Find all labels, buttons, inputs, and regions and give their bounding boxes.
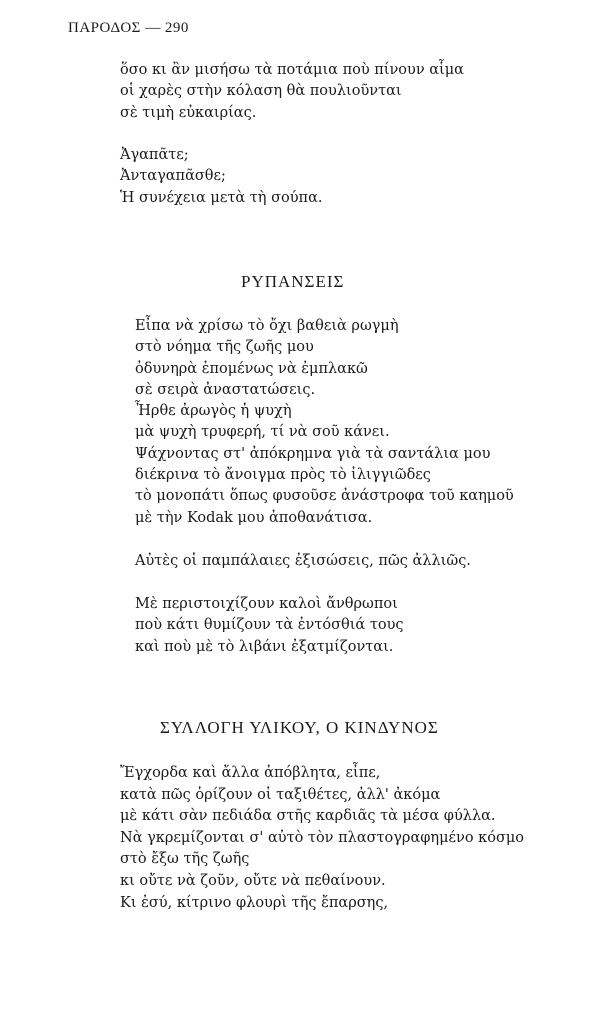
verse-line: τὸ μονοπάτι ὅπως φυσοῦσε ἀνάστροφα τοῦ καημοῦ: [135, 488, 514, 505]
verse-line: καὶ ποὺ μὲ τὸ λιβάνι ἐξατμίζονται.: [135, 638, 394, 655]
verse-line: Εἶπα νὰ χρίσω τὸ ὄχι βαθειὰ ρωγμὴ: [135, 318, 399, 334]
verse-line: μὲ κάτι σὰν πεδιάδα στῆς καρδιᾶς τὰ μέσα φύλλα.: [120, 808, 496, 825]
verse-line: μὲ τὴν Kodak μου ἀποθανάτισα.: [135, 509, 373, 526]
poem2-stanza-1: [120, 763, 524, 914]
verse-line: Ἀνταγαπᾶσθε;: [120, 168, 226, 185]
poem1-stanza-2: [135, 551, 471, 572]
verse-line: Ἔγχορδα καὶ ἄλλα ἀπόβλητα, εἶπε,: [120, 765, 381, 781]
poem1-stanza-3: [135, 594, 404, 658]
verse-line: διέκρινα τὸ ἄνοιγμα πρὸς τὸ ἰλιγγιῶδες: [135, 467, 431, 484]
running-head: ΠΑΡΟΔΟΣ — 290: [68, 20, 189, 36]
intro-stanza-1: [120, 60, 464, 124]
verse-line: κατὰ πῶς ὁρίζουν οἱ ταξιθέτες, ἀλλ' ἀκόμα: [120, 786, 441, 803]
verse-line: Μὲ περιστοιχίζουν καλοὶ ἄνθρωποι: [135, 596, 398, 612]
verse-line: ποὺ κάτι θυμίζουν τὰ ἐντόσθιά τους: [135, 617, 404, 634]
verse-line: Ψάχνοντας στ' ἀπόκρημνα γιὰ τὰ σαντάλια μου: [135, 445, 491, 462]
verse-line: Ἡ συνέχεια μετὰ τὴ σούπα.: [120, 189, 323, 206]
verse-line: ὅσο κι ἂν μισήσω τὰ ποτάμια ποὺ πίνουν αἷμα: [120, 62, 464, 78]
verse-line: Ἦρθε ἀρωγὸς ἡ ψυχὴ: [135, 403, 292, 420]
verse-line: σὲ τιμὴ εὐκαιρίας.: [120, 104, 257, 121]
verse-line: ὀδυνηρὰ ἑπομένως νὰ ἐμπλακῶ: [135, 360, 368, 377]
verse-line: σὲ σειρὰ ἀναστατώσεις.: [135, 381, 316, 398]
verse-line: Κι ἐσύ, κίτρινο φλουρὶ τῆς ἔπαρσης,: [120, 894, 389, 911]
verse-line: μὰ ψυχὴ τρυφερή, τί νὰ σοῦ κάνει.: [135, 424, 390, 441]
verse-line: στὸ ἔξω τῆς ζωῆς: [120, 851, 250, 868]
verse-line: κι οὔτε νὰ ζοῦν, οὔτε νὰ πεθαίνουν.: [120, 872, 386, 889]
intro-stanza-2: [120, 145, 322, 209]
poem-title: ΣΥΛΛΟΓΗ ΥΛΙΚΟΥ, Ο ΚΙΝΔΥΝΟΣ: [160, 718, 439, 737]
verse-line: Αὐτὲς οἱ παμπάλαιες ἐξισώσεις, πῶς ἀλλιῶς.: [135, 553, 471, 569]
verse-line: Ἀγαπᾶτε;: [120, 147, 189, 163]
verse-line: στὸ νόημα τῆς ζωῆς μου: [135, 339, 314, 356]
poem1-stanza-1: [135, 316, 514, 529]
verse-line: Νὰ γκρεμίζονται σ' αὐτὸ τὸν πλαστογραφημένο κόσμο: [120, 829, 525, 846]
verse-line: οἱ χαρὲς στὴν κόλαση θὰ πουλιοῦνται: [120, 83, 402, 100]
poem-title: ΡΥΠΑΝΣΕΙΣ: [241, 272, 345, 291]
